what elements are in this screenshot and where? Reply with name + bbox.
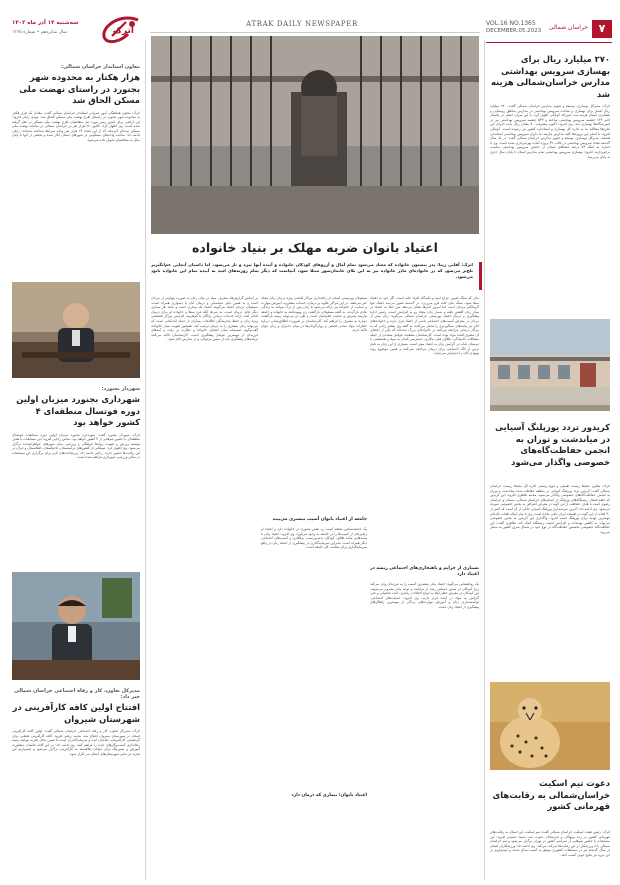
official-photo-2 (12, 572, 140, 680)
school-photo (490, 319, 610, 411)
lead-col-1-text-2: یک روانشناس می‌گوید: اعتیاد مادر بیشترین آسیب را به فرزندان وارد می‌کند زیرا کودکان در سنین حساس رشد از مراقبت و توجه مادر محروم می‌شوند. این کودکان در معرض خطر ابتلا به انواع اختلالات رفتاری، افت تحصیلی و حتی گرایش به مواد در آینده قرار دارند. وی افزود: حمایت‌های اجتماعی، توانمندسازی زنان و آموزش مهارت‌های زندگی از مهمترین راهکارهای پیشگیری از اعتیاد زنان است. (370, 582, 479, 609)
b1-headline: هزار هکتار به محدوده شهر بجنورد در راستای نهضت ملی مسکن الحاق شد (19, 72, 140, 105)
lead-col-1 (370, 296, 479, 881)
date-fa: سه‌شنبه ۱۴ آذر ماه ۱۴۰۲ (12, 20, 79, 26)
logo-text: اترک (112, 26, 134, 36)
a2-headline: کریدور تردد یوزپلنگ آسیایی در میاندشت و توران به انجمن حفاظت‌گاه‌های خصوصی واگذار می‌شود (495, 422, 610, 467)
right-column (490, 54, 610, 884)
b1-body: اترک: معاون هماهنگی امور عمرانی استاندار خراسان شمالی گفت: معادل یک هزار هکتار به محدوده شهر بجنورد در راستای طرح نهضت ملی مسکن الحاق شد. مهدی زابلی افزود: این اراضی برای تامین زمین مورد نیاز متقاضیان طرح نهضت ملی مسکن در نظر گرفته شده است. وی اظهار کرد: تاکنون ۲۲ هزار نفر در خراسان شمالی در سامانه نهضت ملی مسکن ثبت‌نام کرده‌اند که از این تعداد ۱۴ هزار نفر واجد شرایط شناخته شده‌اند. زابلی ادامه داد: ساخت واحدهای مسکونی در شهرهای استان آغاز شده و بخشی از آنها تا پایان سال به متقاضیان تحویل داده می‌شود. (12, 110, 140, 143)
lead-subhead-2: جامعه از اعتیاد بانوان آسیب بیشتری می‌بیند (272, 517, 367, 522)
lead-col-2-text: مسئولان بهزیستی استان از راه‌اندازی مراکز اقامتی ویژه درمان زنان معتاد خبر می‌دهند. در این مراکز علاوه بر درمان، خدمات مشاوره، آموزش مهارت و حمایت از خانواده نیز ارائه می‌شود تا زنان پس از ترک بتوانند به زندگی عادی بازگردند. به گفته مسئولان، بازگشت زن بهبودیافته به خانواده و جامعه نیازمند پذیرش و حمایت اطرافیان است و طرد او می‌تواند زمینه بازگشت دوباره به مصرف را فراهم کند. کارشناسان بر ضرورت اطلاع‌رسانی درباره خطرات مواد مخدر صنعتی و روان‌گردان‌ها در میان دختران و زنان جوان تاکید دارند. (261, 296, 367, 333)
a1-headline: ۲۷۰ میلیارد ریال برای بهسازی سرویس بهداشتی مدارس خراسان‌شمالی هزینه شد (490, 54, 610, 99)
a3-headline: دعوت تیم اسکیت خراسان‌شمالی به رقابت‌های قهرمانی کشور (492, 778, 610, 811)
lead-col-2 (261, 296, 367, 881)
lead-photo (151, 36, 479, 234)
logo (98, 14, 142, 46)
lead-subhead-1: بسیاری از جرایم و ناهنجاری‌های اجتماعی ریشه در اعتیاد دارد (370, 566, 479, 577)
lead-headline: اعتیاد بانوان ضربه مهلک بر بنیاد خانواده (192, 240, 438, 255)
page-number: ۷ (598, 22, 606, 35)
header-rule (486, 42, 612, 43)
a3-body: اترک: رئیس هیئت اسکیت خراسان شمالی گفت: تیم اسکیت این استان به رقابت‌های قهرمانی کشور در رده نونهالان و خردسالان دعوت شد. شیما حسینی افزود: این مسابقات با حضور تیم‌هایی از سراسر کشور در تهران برگزار می‌شود و تیم خراسان شمالی با ۸ ورزشکار در این رقابت‌ها شرکت می‌کند. وی ادامه داد: ورزشکاران استان در سال گذشته نیز در مسابقات کشوری موفق به کسب مدال شدند و امیدواریم در این دوره نیز نتایج خوبی کسب کنند. (490, 830, 610, 857)
b2-headline: شهرداری بجنورد میزبان اولین دوره فوتسال منطقه‌ای ۴ کشور خواهد بود (16, 394, 140, 427)
lead-col-2-text-2: یک جامعه‌شناس معتقد است زن نقش محوری در خانواده دارد و اعتیاد او زنجیره‌ای از آسیب‌ها را در جامعه به وجود می‌آورد. وی افزود: اعتیاد زنان با پیامدهایی مانند طلاق، کودکان بدسرپرست، بزهکاری و آسیب‌های اجتماعی دیگر همراه است. بنابراین سرمایه‌گذاری در پیشگیری از اعتیاد زنان در واقع سرمایه‌گذاری برای سلامت کل جامعه است. (261, 527, 367, 550)
lead-col-3 (151, 296, 258, 881)
masthead-left (12, 10, 142, 60)
left-column (12, 64, 140, 882)
b3-kicker: مدیرکل تعاون، کار و رفاه اجتماعی خراسان شمالی خبر داد: (14, 688, 140, 700)
b1-kicker: معاون استاندار خراسان شمالی: (61, 64, 140, 70)
a2-body: اترک: معاون محیط زیست طبیعی و تنوع زیستی اداره کل محیط زیست خراسان شمالی گفت: کریدور تردد یوزپلنگ آسیایی در منطقه حفاظت شده میاندشت و توران به انجمن حفاظت‌گاه‌های خصوصی واگذار می‌شود. محمد طاهری افزود: این کریدور که حلقه اتصال زیستگاه‌های یوزپلنگ در استان‌های خراسان شمالی، سمنان و خراسان رضوی است با هدف حفاظت از این گونه در معرض انقراض به بخش خصوصی سپرده می‌شود. وی ادامه داد: آخرین سرشماری یوزپلنگ آسیایی حاکی از آن است که کمتر از ۳۰ قلاده از این گونه در طبیعت ایران باقی مانده است. وی با بیان اینکه تلفات جاده‌ای مهمترین تهدید برای یوزپلنگ است افزود: واگذاری این کریدور به بخش خصوصی می‌تواند به کاهش تهدیدات و افزایش امنیت زیستگاه کمک کند. طاهری گفت: این حفاظت‌گاه خصوصی نخستین حفاظت‌گاه در نوع خود در شمال شرق کشور به شمار می‌رود. (490, 484, 610, 534)
lead-intro (151, 262, 482, 290)
lead-col-3-text: بر اساس گزارش‌ها، مصرف مواد در میان زنان به صورت پنهان‌تر از مردان است و به همین دلیل شناسایی و درمان آنان با دشواری همراه است. مسئولان درمان اعتیاد می‌گویند اعتیاد یک بیماری است و مانند هر بیماری دیگر قابل درمان است، به شرط آنکه فرد مبتلا و خانواده او برای درمان اقدام کنند. ارائه خدمات درمانی رایگان یا کم‌هزینه، افزایش مراکز تخصصی ویژه زنان و حفظ محرمانگی اطلاعات بیماران از جمله اقداماتی است که می‌تواند زنان بیشتری را به درمان ترغیب کند. همچنین تقویت بنیان خانواده، گفت‌وگوی صمیمانه میان اعضای خانواده و نظارت بر رفت و آمدهای فرزندان از مهمترین عوامل پیشگیری است. کارشناسان تاکید می‌کنند برنامه‌های پیشگیری باید از سنین نوجوانی و در مدارس آغاز شود. (151, 296, 258, 342)
section-label: خراسان شمالی (548, 24, 588, 31)
b2-body: اترک: شهردار بجنورد گفت: شهرداری بجنورد میزبان اولین دوره مسابقات فوتسال منطقه‌ای با حضور تیم‌هایی از ۴ کشور خواهد بود. عباس رجایی افزود: این مسابقات با هدف توسعه ورزش و تقویت روابط فرهنگی و ورزشی میان شهرهای خواهرخوانده برگزار می‌شود. وی اظهار کرد: تیم‌هایی از کشورهای ترکمنستان، تاجیکستان، افغانستان و ایران در این رقابت‌ها حضور دارند. رجایی ادامه داد: زیرساخت‌های لازم برای برگزاری این مسابقات در سالن ورزشی شهرداری فراهم شده است. (12, 432, 140, 460)
divider-right (484, 40, 485, 880)
cheetah-photo (490, 682, 610, 770)
lead-intro-text: اترک: آقایی زیبا: پدر بیستون خانواده که معتاد می‌شود تمام آمال و آرزوهای کودکان خانواده و آینده آنها تیره و تار می‌شود، اما داستان آنجایی غم‌انگیزتر تلخ‌تر می‌شود که در خانواده‌ای مادر خانواده نیز به این بلای خانمان‌سوز مبتلا شود، آنچاست که دیگر تمام روزنه‌های امید به آینده تمام این خانواده نابود می‌شود. (151, 262, 473, 280)
b3-body: اترک: مدیرکل تعاون، کار و رفاه اجتماعی خراسان شمالی گفت: اولین کافه کارآفرینی استان در شهرستان شیروان افتتاح شد. محمد رنجبر افزود: کافه کارآفرینی فضایی برای گردهمایی کارآفرینان، صاحبان ایده و سرمایه‌گذاران است تا ضمن تبادل تجربه بتوانند زمینه راه‌اندازی کسب‌وکارهای جدید را فراهم کنند. وی ادامه داد: در این کافه جلسات مشاوره، آموزش و منتورینگ برای جوانان علاقه‌مند به کارآفرینی برگزار می‌شود و امیدواریم این تجربه در سایر شهرستان‌های استان نیز تکرار شود. (12, 729, 140, 756)
header-rule-center (150, 32, 480, 33)
divider-left (145, 40, 146, 880)
paper-name-en: ATRAK DAILY NEWSPAPER (246, 20, 358, 28)
vol-label: VOL.16 NO.1365 (486, 20, 536, 27)
official-photo-1 (12, 282, 140, 378)
date-en: DECEMBER.05.2023 (486, 28, 542, 34)
page-number-box (592, 20, 612, 38)
a1-body: اترک: مدیرکل نوسازی، توسعه و تجهیز مدارس خراسان شمالی گفت: ۲۷۰ میلیارد ریال اعتبار برای بهسازی و ساخت سرویس بهداشتی در مدارس مناطق روستایی و عشایری استان هزینه شد. امین‌اله کوچکی اظهار کرد: با این میزان اعتبار در یکسال اخیر ۱۶۴ چشمه سرویس بهداشتی ساخته و ۵۳۴ چشمه سرویس بهداشتی نیز در آموزشگاه‌ها بهسازی شد. وی افزود: اکنون پیشرفت ۷۰ مقدار ریال بابت اجرای این طرح‌ها مطالبه ما به اداره کل بهسازی و استاندارد کشور نیز رسیده است. کوچکی افزود: با اتمام این پروژه‌ها کلیه مدارس نیازمند ما دارای سرویس بهداشتی استاندارد هستند. مدیرکل نوسازی، توسعه و تجهیز مدارس خراسان شمالی گفت: در یک سال گذشته تعداد سرویس بهداشتی در قالب ۳۲ پروژه آماده بهره‌برداری شده است. وی با اشاره به اینکه ۷۴ درصد فضاهای استان از داشتن سرویس بهداشتی مناسب برخوردارند، افزود: بهسازی سرویس بهداشتی تمام مدارس استان تا پایان سال جاری به پایان می‌رسد. (490, 104, 610, 159)
issue-fa: سال شانزدهم • شماره ۱۳۶۵ (12, 30, 67, 35)
lead-subhead-3: اعتیاد بانوان؛ بیماری که درمان دارد (291, 793, 367, 798)
b2-kicker: شهردار بجنورد: (101, 386, 140, 392)
lead-col-1-text: مادر که سنگ صبور، چراغ امید و تکیه‌گاه افراد خانه است، اگر خود به اعتیاد مبتلا شود، سنگ بنای خانه فرو می‌ریزد. در گذشته تصور می‌شد اعتیاد تنها گریبانگیر مردان است اما امروز آمارها نشان می‌دهد سن ابتلا به اعتیاد در میان زنان کاهش یافته و شمار زنان معتاد رو به افزایش است. رئیس اداره پیشگیری و درمان اعتیاد بهزیستی خراسان شمالی می‌گوید: زنان بیش از مردان در معرض آسیب‌های اجتماعی ناشی از اعتیاد قرار دارند و خانواده‌های آنان نیز پیامدهای سنگین‌تری را تحمل می‌کنند. به گفته وی بیشتر زنانی که به مراکز درمانی مراجعه می‌کنند در خانواده‌ای بزرگ شده‌اند که یکی از اعضای آن مصرف‌کننده مواد بوده است. کارشناسان معتقدند عوامل متعددی از جمله مشکلات خانوادگی، طلاق، فقر، بیکاری، دسترسی آسان به مواد و همنشینی با دوستان ناباب در گرایش زنان به اعتیاد موثر است. بسیاری از این زنان به دلیل ترس از انگ اجتماعی برای درمان مراجعه نمی‌کنند و همین موضوع روند بهبودی آنان را دشوارتر می‌سازد. (370, 296, 479, 356)
b3-headline: افتتاح اولین کافه کارآفرینی در شهرستان شیروان (12, 702, 140, 724)
